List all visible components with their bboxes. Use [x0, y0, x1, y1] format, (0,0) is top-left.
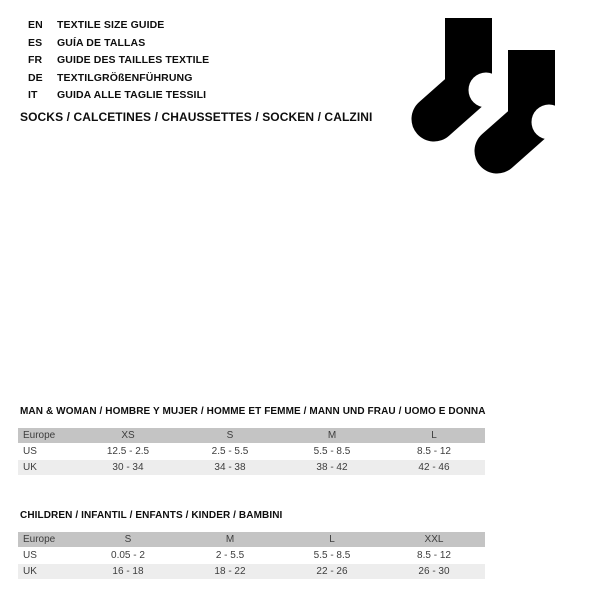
sock-shape-front [497, 50, 567, 151]
table-row-us [18, 444, 485, 459]
size-table-children-section [18, 509, 485, 580]
language-code: FR [28, 54, 43, 66]
size-value: 5.5 - 8.5 [313, 550, 351, 561]
size-value: 2 - 5.5 [215, 550, 245, 561]
language-list [28, 17, 209, 105]
column-header-size: S [124, 534, 132, 545]
size-table-adult-section [18, 405, 485, 476]
language-code: IT [28, 89, 38, 101]
size-value: 16 - 18 [112, 566, 144, 577]
size-value: 2.5 - 5.5 [211, 446, 249, 457]
table-row-us [18, 548, 485, 563]
size-value: 26 - 30 [418, 566, 450, 577]
column-header-region: Europe [23, 534, 56, 545]
column-header-size: XXL [424, 534, 444, 545]
size-value: 0.05 - 2 [111, 550, 145, 561]
table-header-row [18, 428, 485, 443]
language-label: GUIDA ALLE TAGLIE TESSILI [57, 89, 207, 101]
language-code: ES [28, 36, 43, 49]
size-value: 42 - 46 [418, 462, 450, 473]
language-row-es [28, 35, 209, 53]
table-title-adult: MAN & WOMAN / HOMBRE Y MUJER / HOMME ET FEMME / MANN UND FRAU / UOMO E DONNA [20, 406, 486, 417]
row-label: UK [23, 462, 37, 473]
language-row-en [28, 17, 209, 35]
table-row-uk [18, 564, 485, 579]
column-header-size: L [431, 430, 437, 441]
socks-icon [408, 14, 568, 176]
size-value: 38 - 42 [316, 462, 348, 473]
size-value: 30 - 34 [112, 462, 144, 473]
column-header-size: S [226, 430, 234, 441]
sock-shape-back [434, 18, 504, 119]
language-row-it [28, 87, 209, 105]
table-title-children: CHILDREN / INFANTIL / ENFANTS / KINDER / BAMBINI [20, 510, 283, 521]
language-code: DE [28, 71, 43, 84]
language-label: TEXTILE SIZE GUIDE [57, 19, 165, 31]
table-row-uk [18, 460, 485, 475]
language-label: GUIDE DES TAILLES TEXTILE [57, 54, 210, 66]
size-value: 22 - 26 [316, 566, 348, 577]
table-header-row [18, 532, 485, 547]
language-row-de [28, 70, 209, 88]
row-label: US [23, 550, 37, 561]
size-value: 34 - 38 [214, 462, 246, 473]
column-header-size: L [329, 534, 335, 545]
language-row-fr [28, 52, 209, 70]
column-header-size: XS [121, 430, 135, 441]
column-header-size: M [225, 534, 235, 545]
size-value: 12.5 - 2.5 [106, 446, 150, 457]
size-value: 8.5 - 12 [417, 446, 451, 457]
size-value: 5.5 - 8.5 [313, 446, 351, 457]
language-code: EN [28, 19, 43, 31]
size-value: 18 - 22 [214, 566, 246, 577]
column-header-region: Europe [23, 430, 56, 441]
row-label: US [23, 446, 37, 457]
size-table-children [18, 531, 485, 580]
size-table-adult [18, 427, 485, 476]
language-label: TEXTILGRÖßENFÜHRUNG [57, 71, 193, 84]
size-value: 8.5 - 12 [417, 550, 451, 561]
column-header-size: M [327, 430, 337, 441]
language-label: GUÍA DE TALLAS [57, 36, 146, 49]
row-label: UK [23, 566, 37, 577]
category-heading: SOCKS / CALCETINES / CHAUSSETTES / SOCKEN / CALZINI [20, 110, 373, 124]
